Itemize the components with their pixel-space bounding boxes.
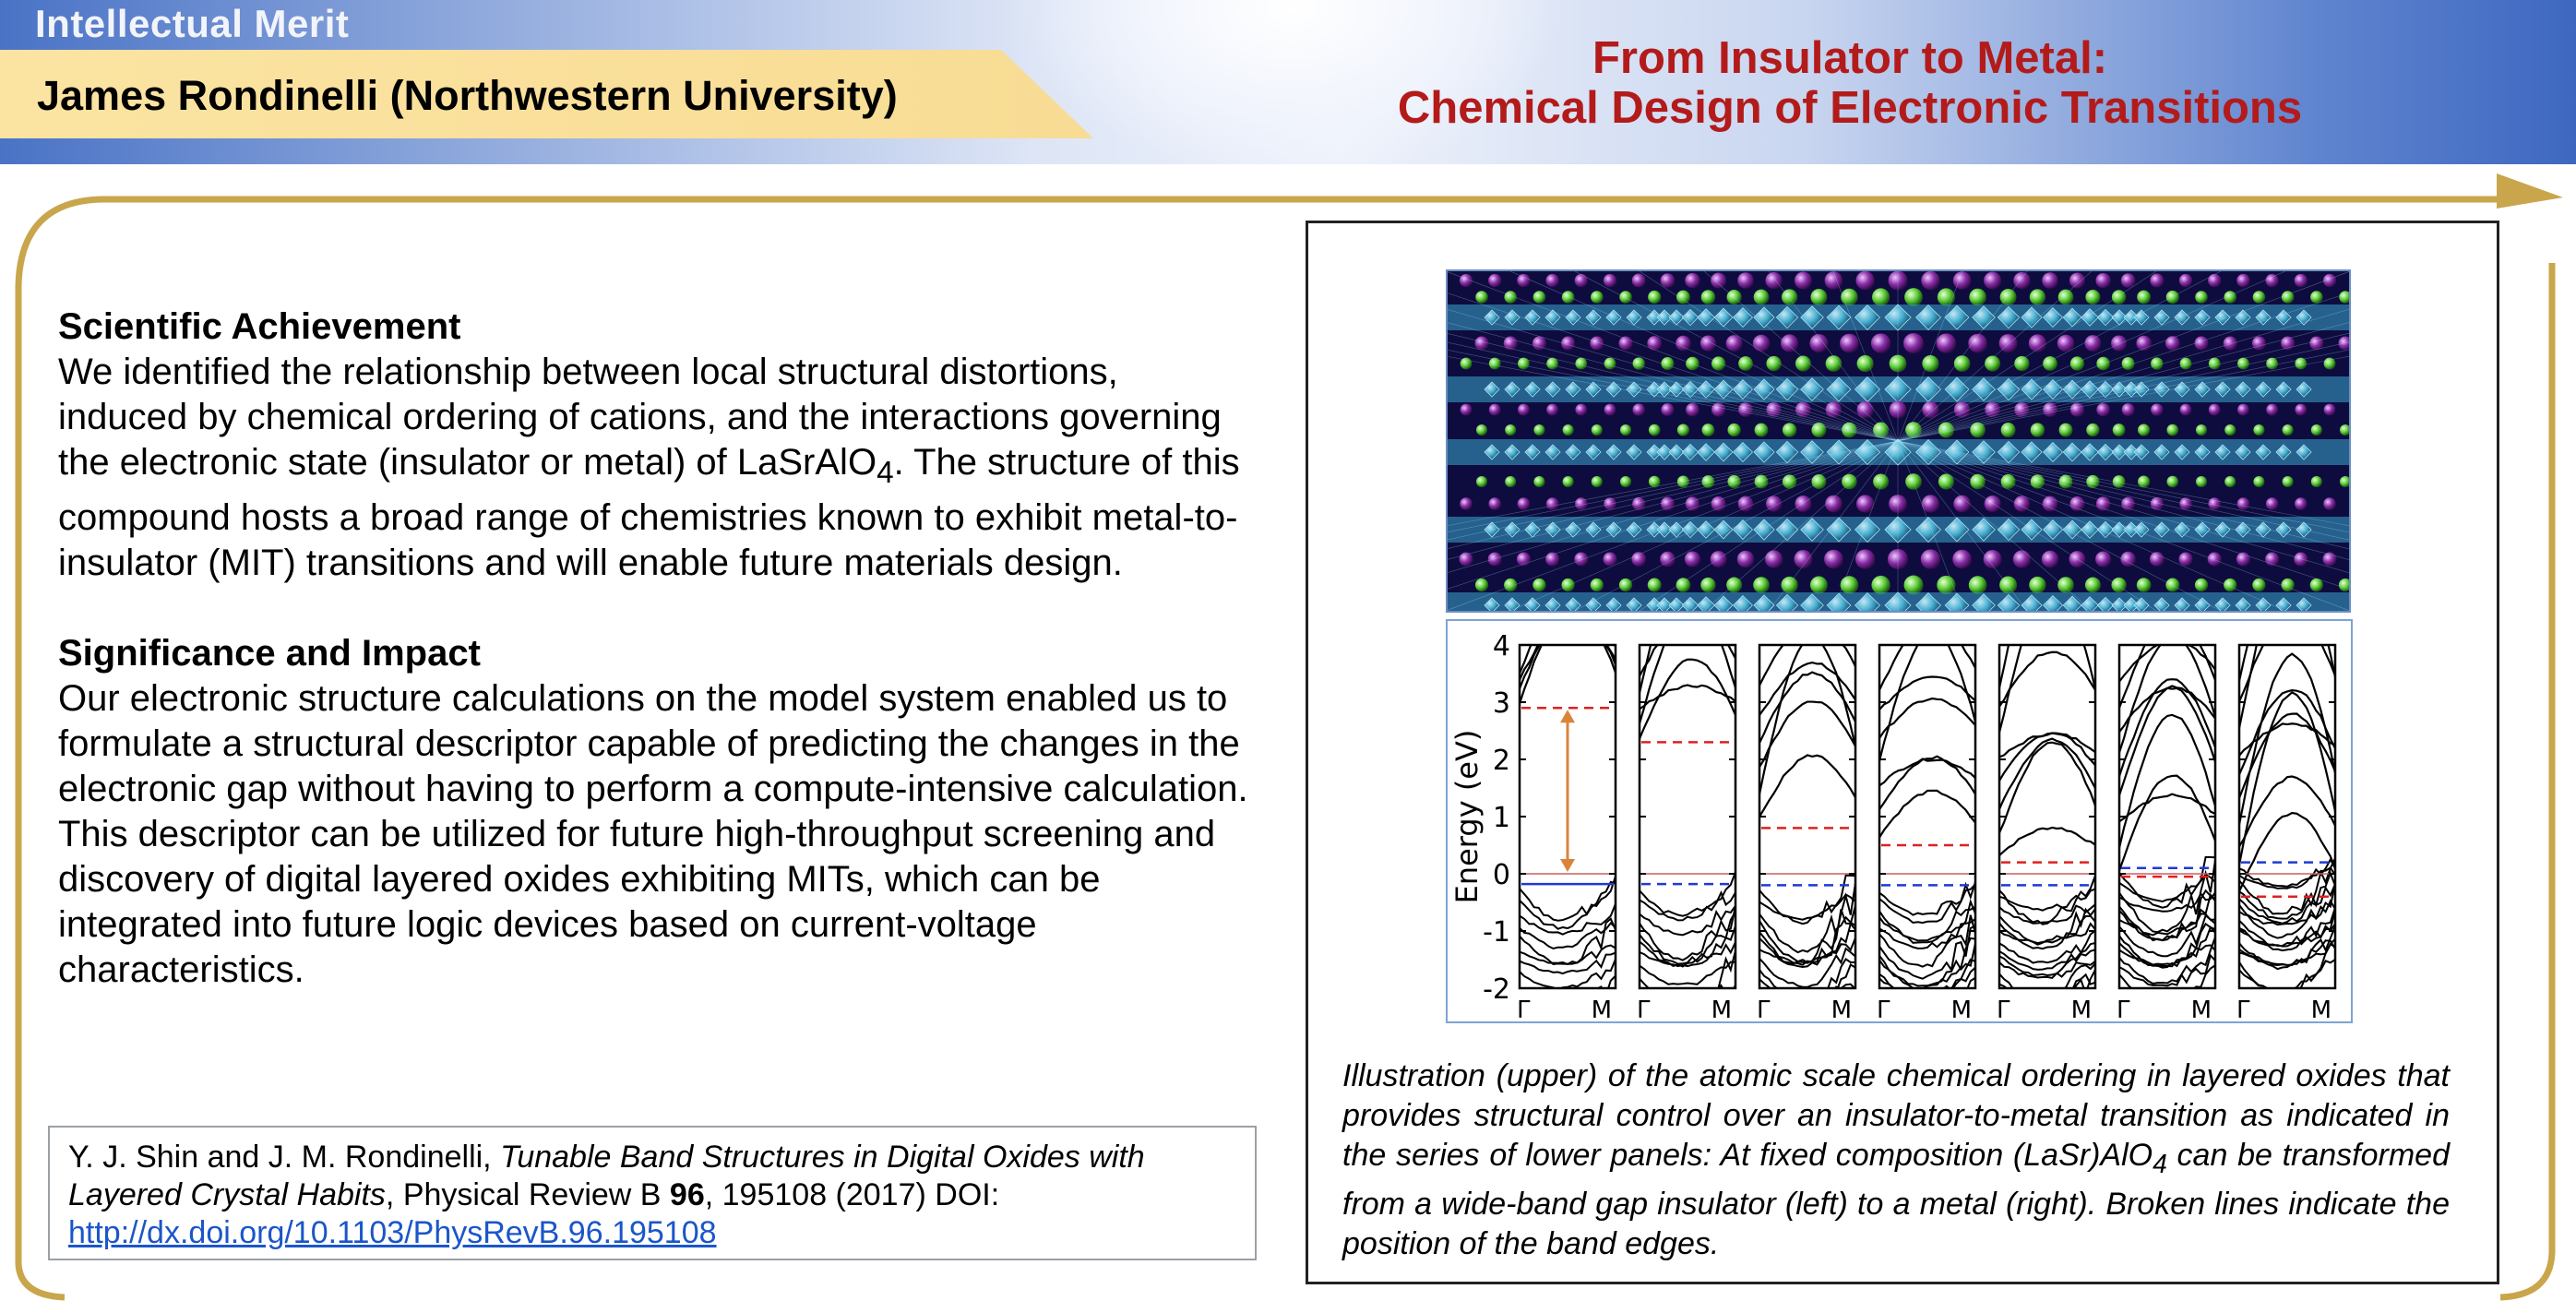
band-panel bbox=[1757, 622, 1855, 1021]
x-tick-gamma: Γ bbox=[1757, 997, 1771, 1021]
y-tick-label: 1 bbox=[1492, 802, 1510, 834]
band-panel bbox=[1517, 621, 1616, 1021]
achievement-text-main: We identified the relationship between local structural distortions, induced by chemical ordering of cations, and the interactions governing the electronic state (insulator or metal) of LaSrAlO bbox=[58, 352, 1222, 483]
band-structure-svg bbox=[1448, 621, 2351, 1021]
y-tick-label: 4 bbox=[1492, 630, 1510, 662]
band-lines bbox=[1759, 622, 1855, 1003]
x-tick-gamma: Γ bbox=[2236, 997, 2250, 1021]
y-tick-label: -1 bbox=[1483, 916, 1510, 949]
achievement-heading: Scientific Achievement bbox=[58, 306, 461, 347]
ref-volume: 96 bbox=[669, 1177, 705, 1212]
band-lines bbox=[1640, 621, 1735, 1017]
caption-subscript: 4 bbox=[2153, 1149, 2167, 1179]
impact-text: Our electronic structure calculations on the model system enabled us to formulate a structural descriptor capable of predicting the changes in the electronic gap without having to perform a compute-intensive calculation. This descriptor can be utilized for future high-throughput screening and discovery of digital layered oxides exhibiting MITs, which can be integrated into future logic devices based on current-voltage characteristics. bbox=[58, 678, 1248, 990]
x-tick-m: M bbox=[1591, 997, 1612, 1021]
y-tick-label: 3 bbox=[1492, 687, 1510, 720]
caption-end: can be transformed from a wide-band gap insulator (left) to a metal (right). Broken lines indicate the position of the band edges. bbox=[1342, 1138, 2450, 1261]
title-line-1: From Insulator to Metal: bbox=[1592, 33, 2108, 83]
left-text-column bbox=[58, 304, 1248, 993]
ref-rest: , 195108 (2017) DOI: bbox=[704, 1177, 1000, 1212]
achievement-text-end: . The structure of this compound hosts a broad range of chemistries known to exhibit metal-to-insulator (MIT) transitions and will enable future materials design. bbox=[58, 442, 1240, 583]
ref-authors: Y. J. Shin and J. M. Rondinelli, bbox=[68, 1140, 501, 1175]
x-tick-gamma: Γ bbox=[1997, 997, 2010, 1021]
band-lines bbox=[1999, 621, 2095, 1014]
pi-name: James Rondinelli (Northwestern University) bbox=[37, 72, 898, 119]
title-line-2: Chemical Design of Electronic Transitions bbox=[1397, 83, 2303, 133]
band-lines bbox=[2239, 621, 2335, 996]
x-tick-gamma: Γ bbox=[1517, 997, 1531, 1021]
band-structure-chart bbox=[1446, 619, 2353, 1023]
band-panel bbox=[1637, 621, 1735, 1021]
header-banner bbox=[0, 0, 2576, 164]
section-label: Intellectual Merit bbox=[35, 2, 350, 45]
band-panel bbox=[2117, 621, 2215, 1021]
caption-main: Illustration (upper) of the atomic scale chemical ordering in layered oxides that provides structural control over an insulator-to-metal transition as indicated in the series of lower panels: At fixed composition (LaSr)AlO bbox=[1342, 1058, 2450, 1173]
x-tick-m: M bbox=[2310, 997, 2332, 1021]
x-tick-gamma: Γ bbox=[2117, 997, 2130, 1021]
doi-link[interactable]: http://dx.doi.org/10.1103/PhysRevB.96.195108 bbox=[68, 1215, 717, 1250]
x-tick-m: M bbox=[1711, 997, 1732, 1021]
y-tick-label: 0 bbox=[1492, 859, 1510, 891]
y-axis-label: Energy (eV) bbox=[1449, 729, 1485, 904]
figure-caption bbox=[1342, 1056, 2450, 1264]
x-tick-gamma: Γ bbox=[1637, 997, 1651, 1021]
achievement-subscript: 4 bbox=[877, 456, 894, 490]
band-panel bbox=[1997, 621, 2095, 1021]
x-tick-m: M bbox=[2190, 997, 2212, 1021]
crystal-structure-image bbox=[1446, 269, 2351, 613]
crystal-illustration bbox=[1448, 271, 2349, 611]
x-tick-m: M bbox=[2070, 997, 2092, 1021]
impact-heading: Significance and Impact bbox=[58, 633, 481, 674]
band-lines bbox=[1879, 621, 1975, 1013]
band-lines bbox=[2119, 621, 2215, 1002]
y-tick-label: -2 bbox=[1483, 973, 1510, 1006]
achievement-text bbox=[58, 350, 1248, 586]
x-tick-m: M bbox=[1831, 997, 1852, 1021]
x-tick-gamma: Γ bbox=[1877, 997, 1890, 1021]
ref-title: Tunable Band Structures in Digital Oxides with Layered Crystal Habits bbox=[68, 1140, 1145, 1212]
reference-box bbox=[48, 1126, 1257, 1260]
band-panel bbox=[1877, 621, 1975, 1021]
page-title bbox=[1227, 33, 2473, 133]
band-panel bbox=[2236, 621, 2335, 1021]
ref-journal: , Physical Review B bbox=[385, 1177, 670, 1212]
y-tick-label: 2 bbox=[1492, 745, 1510, 777]
x-tick-m: M bbox=[1950, 997, 1972, 1021]
